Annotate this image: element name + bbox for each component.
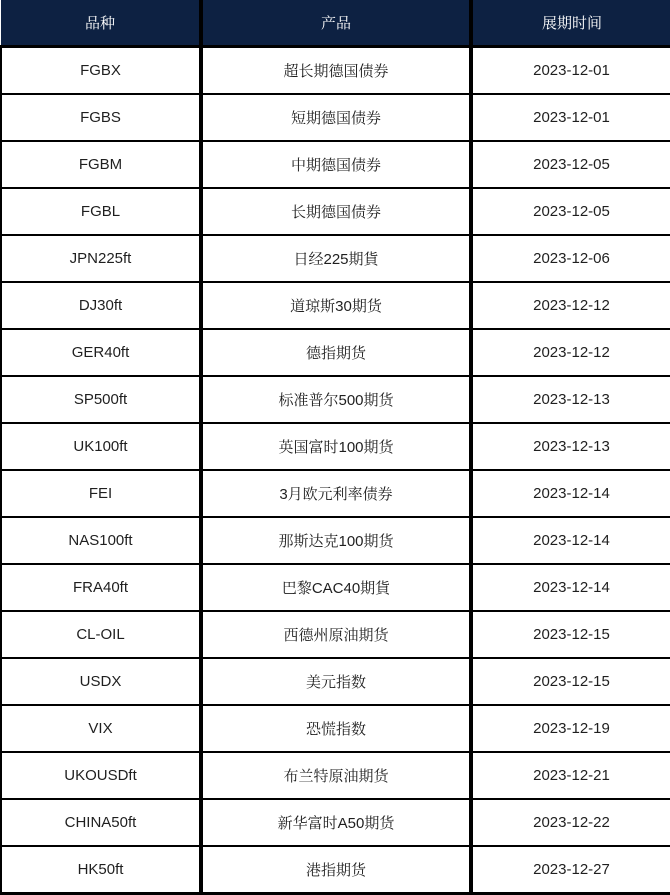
table-row	[1, 235, 670, 282]
table-row	[1, 564, 670, 611]
table-row	[1, 611, 670, 658]
date-cell: 2023-12-12	[471, 282, 670, 329]
product-cell: 中期德国债券	[201, 141, 471, 188]
date-cell: 2023-12-14	[471, 517, 670, 564]
product-cell: 日经225期貨	[201, 235, 471, 282]
date-cell: 2023-12-15	[471, 658, 670, 705]
symbol-cell: CHINA50ft	[1, 799, 201, 846]
product-cell: 短期德国债券	[201, 94, 471, 141]
date-cell: 2023-12-19	[471, 705, 670, 752]
symbol-cell: VIX	[1, 705, 201, 752]
symbol-cell: FRA40ft	[1, 564, 201, 611]
table-row	[1, 517, 670, 564]
date-cell: 2023-12-27	[471, 846, 670, 894]
date-cell: 2023-12-05	[471, 188, 670, 235]
product-cell: 巴黎CAC40期貨	[201, 564, 471, 611]
column-header-product: 产品	[201, 0, 471, 47]
product-cell: 德指期货	[201, 329, 471, 376]
table-row	[1, 282, 670, 329]
table-row	[1, 329, 670, 376]
symbol-cell: SP500ft	[1, 376, 201, 423]
product-cell: 恐慌指数	[201, 705, 471, 752]
table-row	[1, 846, 670, 894]
product-cell: 3月欧元利率债券	[201, 470, 471, 517]
product-cell: 美元指数	[201, 658, 471, 705]
symbol-cell: JPN225ft	[1, 235, 201, 282]
symbol-cell: FGBL	[1, 188, 201, 235]
table-row	[1, 705, 670, 752]
symbol-cell: DJ30ft	[1, 282, 201, 329]
symbol-cell: HK50ft	[1, 846, 201, 894]
product-cell: 西德州原油期货	[201, 611, 471, 658]
symbol-cell: USDX	[1, 658, 201, 705]
date-cell: 2023-12-14	[471, 564, 670, 611]
date-cell: 2023-12-05	[471, 141, 670, 188]
product-cell: 那斯达克100期货	[201, 517, 471, 564]
product-cell: 超长期德国债券	[201, 47, 471, 95]
table-row	[1, 752, 670, 799]
symbol-cell: FGBS	[1, 94, 201, 141]
date-cell: 2023-12-06	[471, 235, 670, 282]
column-header-symbol: 品种	[1, 0, 201, 47]
table-row	[1, 799, 670, 846]
symbol-cell: GER40ft	[1, 329, 201, 376]
date-cell: 2023-12-01	[471, 94, 670, 141]
symbol-cell: FGBM	[1, 141, 201, 188]
date-cell: 2023-12-15	[471, 611, 670, 658]
header-row	[1, 0, 670, 47]
symbol-cell: UK100ft	[1, 423, 201, 470]
table-row	[1, 47, 670, 95]
symbol-cell: UKOUSDft	[1, 752, 201, 799]
table-row	[1, 470, 670, 517]
product-cell: 标准普尔500期货	[201, 376, 471, 423]
table-row	[1, 376, 670, 423]
table-row	[1, 141, 670, 188]
table-row	[1, 94, 670, 141]
table-row	[1, 188, 670, 235]
table-row	[1, 658, 670, 705]
product-cell: 港指期货	[201, 846, 471, 894]
product-cell: 英国富时100期货	[201, 423, 471, 470]
date-cell: 2023-12-13	[471, 423, 670, 470]
table-body	[1, 47, 670, 894]
column-header-rollover-date: 展期时间	[471, 0, 670, 47]
date-cell: 2023-12-12	[471, 329, 670, 376]
date-cell: 2023-12-22	[471, 799, 670, 846]
product-cell: 道琼斯30期货	[201, 282, 471, 329]
date-cell: 2023-12-14	[471, 470, 670, 517]
product-cell: 布兰特原油期货	[201, 752, 471, 799]
table-row	[1, 423, 670, 470]
product-cell: 长期德国债券	[201, 188, 471, 235]
product-cell: 新华富时A50期货	[201, 799, 471, 846]
date-cell: 2023-12-13	[471, 376, 670, 423]
symbol-cell: CL-OIL	[1, 611, 201, 658]
date-cell: 2023-12-01	[471, 47, 670, 95]
symbol-cell: FEI	[1, 470, 201, 517]
symbol-cell: NAS100ft	[1, 517, 201, 564]
symbol-cell: FGBX	[1, 47, 201, 95]
date-cell: 2023-12-21	[471, 752, 670, 799]
